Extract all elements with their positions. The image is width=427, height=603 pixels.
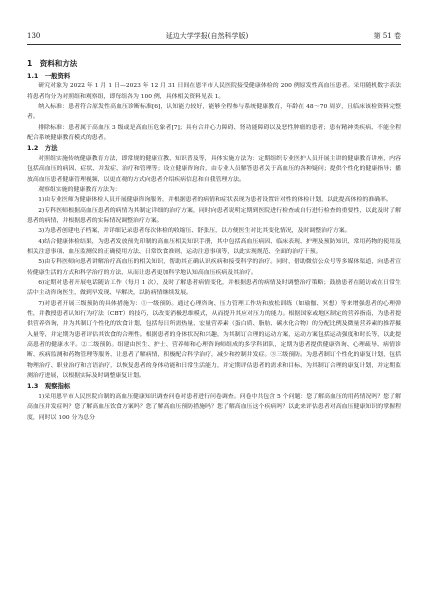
paragraph-exclusion-criteria: 排除标准：患者属于高血压 3 级或是高血压危象者[7]；具有合并心力障碍、肾功能障碍以及恶性肿瘤的患者；患有精神类疾病、不能全程配合系统健康教育模式的患者。 xyxy=(27,124,401,142)
method-item-6: 6)定期对患者开展电话随访工作（每月 1 次），及时了解患者病情变化，并根据患者的病情及时调整治疗策略；鼓励患者在随访或在日常生活中主动咨询医生，做到早发现、早解决，以防病情继续发展。 xyxy=(27,280,401,297)
paragraph-inclusion-criteria: 纳入标准：患者符合原发性高血压诊断标准[6]，认知能力较好，能够全程参与系统健康教育，年龄在 48～70 周岁，且临床该检资料完整者。 xyxy=(27,104,401,121)
section-heading: 1 资料和方法 xyxy=(27,59,78,68)
header-rule xyxy=(27,44,401,45)
method-item-2: 2)专科医师根据高血压患者的病情为其制定详细的治疗方案，同时向患者说明定期到医院进行检查或自行进行检查的重要性，以此及时了解患者的病情，并根据患者的实际情况调整治疗方案。 xyxy=(27,207,401,224)
method-item-7: 7)对患者开展三级预防的具体措施为：①一级预防。通过心理咨询、压力管理工作坊和放松训练（如瑜伽、冥想）等来增强患者的心理弹性，并教授患者认知行为疗法（CBT）的技巧，以改变消极思维模式，从而提升其应对压力的能力。根据国家或地区制定的营养指南，为患者提供营养咨询，并为其制订个性化的饮食计划，包括每日所需热量、宏量营养素（蛋白质、脂肪、碳水化合物）的分配比例及微量营养素的推荐摄入量等，并定期为患者评估其饮食的合理性。根据患者的身体状况和兴趣，为其制订合理的运动方案，运动方案包括运动强度和时长等，以此提高患者的健康水平。②二级预防。组建由医生、护士、营养师和心理咨询师组成的多学科团队，定期为患者提供健康咨询、心理疏导、病情诊断、疾病监测和药物管理等服务，让患者了解病情，积极配合科学治疗，减少和控制并发症。③三级预防。为患者制订个性化的康复计划，包括物理治疗、职业治疗和言语治疗，以恢复患者的身体功能和日常生活能力，并定期评估患者的需求和目标，为其制订合理的康复计划，并定期监测治疗进展，以根据实际及时调整康复计划。 xyxy=(27,300,401,380)
paragraph-control-group: 对照组实施传统健康教育方法，即常规的健康宣教、知识普及等，具体实施方法为：定期组织专业医护人员开展主讲的健康教育讲座，内容包括高血压的病因、症状、并发症、治疗和管理等；设立健康咨询台，由专业人员解答患者关于高血压的各种疑问；提供个性化的健康指导；播放高血压患者健康管理视频，以更直观的方式向患者介绍疾病信息和自我管理方法。 xyxy=(27,155,401,183)
page-number: 130 xyxy=(27,32,41,40)
volume-label: 第 51 卷 xyxy=(373,32,401,40)
subsection-heading-indicators: 1.3 观察指标 xyxy=(27,382,71,391)
article-body xyxy=(27,58,401,595)
method-item-1: 1)由专业医师为健康体检人员开展健康咨询服务，并根据患者的病情和症状表现为患者设置针对性的体检计划，以此提高体检的准确率。 xyxy=(38,197,392,204)
running-header xyxy=(27,29,401,43)
journal-title: 延边大学学报(自然科学版) xyxy=(165,32,249,40)
subsection-heading-methods: 1.2 方法 xyxy=(27,144,58,153)
method-item-4: 4)结合健康体检结果，为患者发放预先印制的高血压相关知识手册，其中包括高血压病因、临床表现、护理及预防知识、常用药物的使用及相关注意事项、血压监测仪的正确使用方法、日常饮食准则、运动注意事项等，以此实现规范、全面的治疗干预。 xyxy=(27,238,401,255)
paragraph-observation-intro: 观察组实施的健康教育方法为： xyxy=(38,186,121,193)
paragraph-subjects: 研究对象为 2022 年 1 月 1 日—2023 年 12 月 31 日间在恩平市人民医院接受健康体检的 200 例原发性高血压患者。采用随机数字表法将患者均分为对照组和观察组，即每组各为 100 例，具体相关资料见表 1。 xyxy=(27,83,401,100)
paragraph-questionnaire: 1)采用恩平市人民医院自制的高血压健康知识调查问卷对患者进行问卷调查。问卷中共包含 5 个问题：您了解高血压的用药情况吗？您了解高血压并发症吗？您了解高血压饮食方案吗？您了解高血压预防措施吗？您了解高血压这个疾病吗？以此来评估患者对高血压健康知识的掌握程度，同时以 100 分为总分 xyxy=(27,393,401,421)
subsection-heading-general-data: 1.1 一般资料 xyxy=(27,72,71,80)
method-item-5: 5)由专科医师向患者讲解治疗高血压的相关知识，帮助其正确认识疾病和接受科学的治疗。同时，借助微信公众号等多媒体渠道，向患者宣传健康生活的方式和科学治疗的方法，从而让患者更加科学地认知高血压疾病及其治疗。 xyxy=(27,259,401,276)
method-item-3: 3)为患者创建电子档案，并详细记录患者每次体检的收缩压、舒张压，以方便医生对比其变化情况，及时调整治疗方案。 xyxy=(38,228,351,235)
